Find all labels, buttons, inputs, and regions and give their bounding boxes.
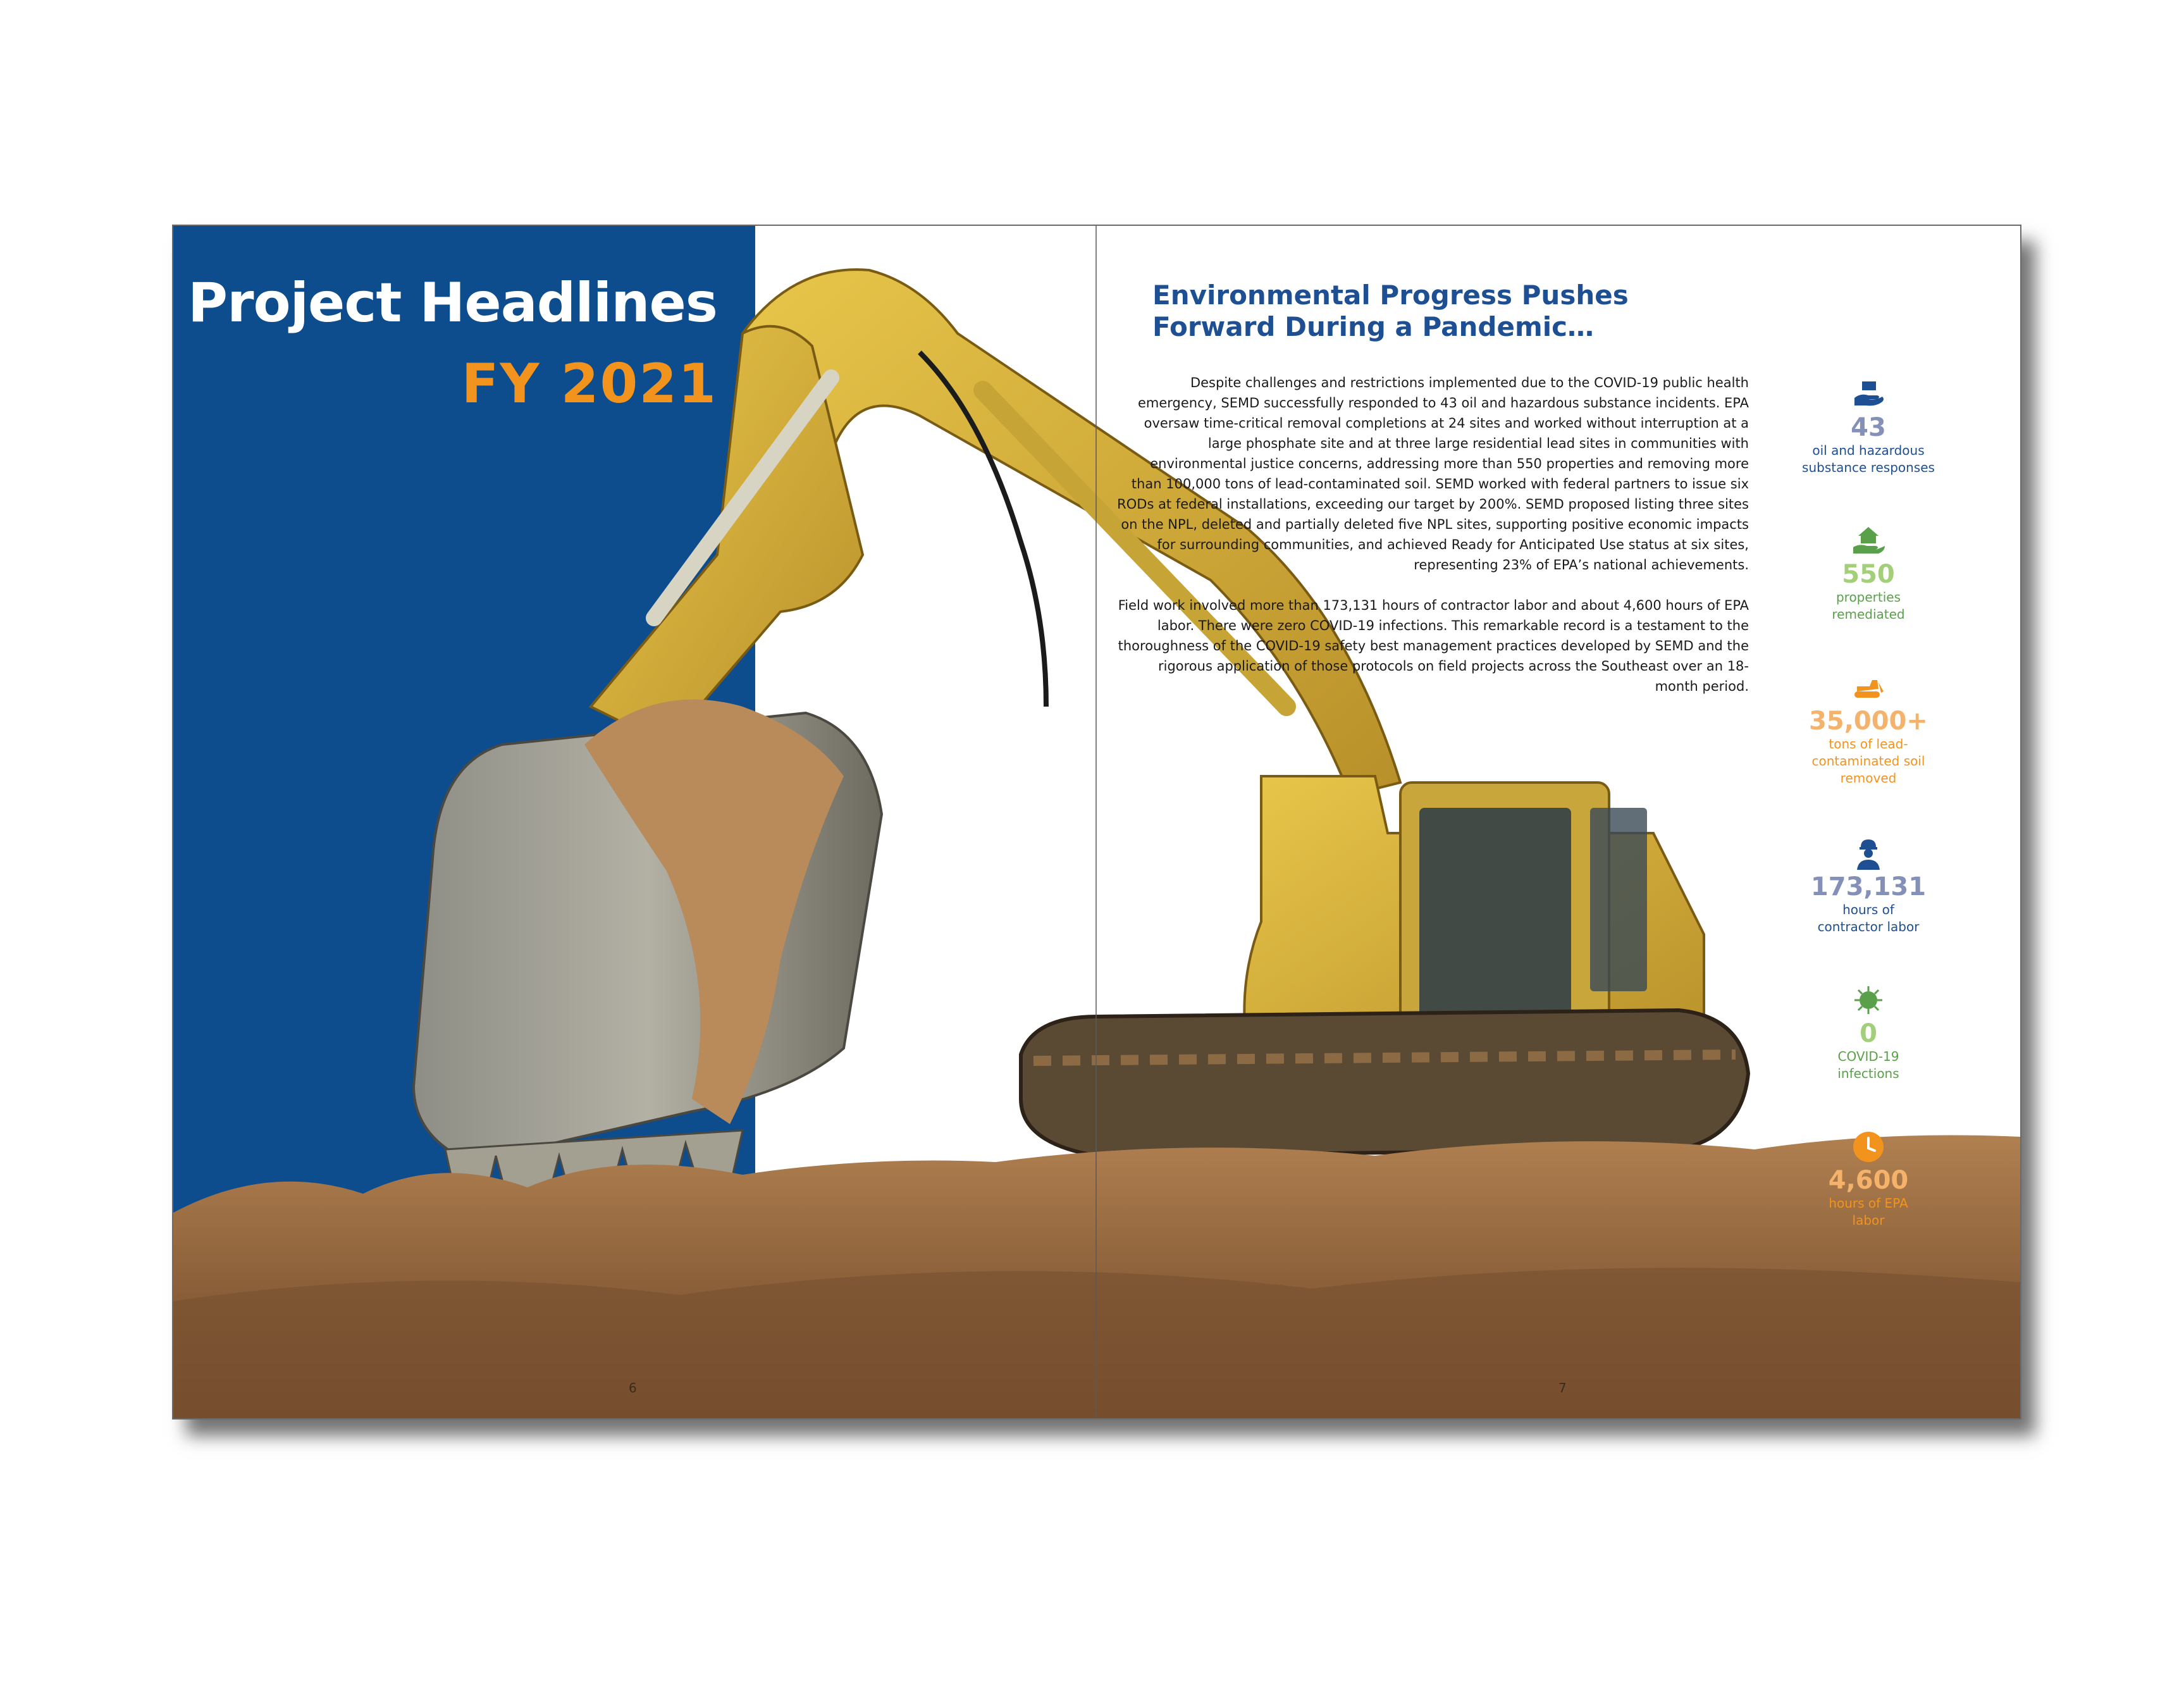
- house-hand-icon: [1851, 523, 1886, 559]
- stat-label-line: COVID-19: [1837, 1049, 1899, 1064]
- page-number-left: 6: [629, 1380, 637, 1395]
- stat-label-line: contractor labor: [1817, 919, 1920, 934]
- stat-value: 43: [1851, 413, 1886, 442]
- paragraph-1: Despite challenges and restrictions implemented due to the COVID-19 public health emergency, SEMD successfully responded to 43 oil and hazardous substance incidents. EPA oversaw time-critical removal completions at 24 sites and worked without interruption at a large phosphate site and at three large residential lead sites in communities with environmental justice concerns, addressing more than 550 properties and removing more than 100,000 tons of lead-contaminated soil. SEMD worked with federal partners to issue six RODs at federal installations, exceeding our target by 200%. SEMD proposed listing three sites on the NPL, deleted and partially deleted five NPL sites, supporting positive economic impacts for surrounding communities, and achieved Ready for Anticipated Use status at six sites, representing 23% of EPA’s national achievements.: [1117, 375, 1749, 572]
- stat-label-line: hours of: [1842, 902, 1894, 917]
- stat-value: 4,600: [1828, 1166, 1909, 1195]
- stat-value: 0: [1860, 1019, 1877, 1048]
- paragraph-2: Field work involved more than 173,131 hours of contractor labor and about 4,600 hours of EPA labor. There were zero COVID-19 infections. This remarkable record is a testament to the thoroughness of the COVID-19 safety best management practices developed by SEMD and the rigorous application of those protocols on field projects across the Southeast over an 18-month period.: [1118, 598, 1749, 694]
- stat-label-line: contaminated soil: [1811, 753, 1925, 769]
- stat-label: [1780, 1048, 1957, 1082]
- article-title-line-2: Forward During a Pandemic…: [1152, 311, 1595, 342]
- stat-label-line: infections: [1837, 1066, 1899, 1081]
- stat-label: [1780, 901, 1957, 936]
- article-body: [1116, 373, 1749, 717]
- stat-label-line: properties: [1835, 590, 1901, 605]
- stat-value: 35,000+: [1809, 707, 1928, 736]
- virus-icon: [1851, 982, 1886, 1018]
- stats-column: [1780, 376, 1957, 1276]
- stat-contractor-hours: [1780, 836, 1957, 982]
- stat-oil-responses: [1780, 376, 1957, 523]
- stat-properties: [1780, 523, 1957, 670]
- stat-value: 550: [1842, 560, 1895, 589]
- page-gutter: [1095, 226, 1097, 1418]
- stat-label: [1780, 736, 1957, 787]
- article-title: [1152, 280, 1722, 343]
- fiscal-year: FY 2021: [461, 352, 717, 416]
- stat-epa-hours: [1780, 1129, 1957, 1276]
- stat-label-line: removed: [1840, 770, 1897, 786]
- page-title: Project Headlines: [188, 271, 717, 335]
- article-title-line-1: Environmental Progress Pushes: [1152, 280, 1629, 311]
- hand-spill-icon: [1851, 376, 1886, 412]
- stat-label-line: tons of lead-: [1829, 736, 1908, 752]
- clock-icon: [1851, 1129, 1886, 1165]
- page-number-right: 7: [1558, 1380, 1567, 1395]
- bulldozer-icon: [1851, 670, 1886, 705]
- stat-label-line: substance responses: [1802, 460, 1935, 475]
- stat-value: 173,131: [1810, 872, 1927, 901]
- stat-label: [1780, 442, 1957, 476]
- stat-label-line: labor: [1852, 1213, 1885, 1228]
- stat-label-line: hours of EPA: [1829, 1196, 1908, 1211]
- brochure-spread: [172, 225, 2021, 1420]
- stat-label-line: remediated: [1832, 607, 1905, 622]
- stat-label: [1780, 1195, 1957, 1229]
- stat-label: [1780, 589, 1957, 623]
- stat-label-line: oil and hazardous: [1812, 443, 1925, 458]
- worker-icon: [1851, 836, 1886, 871]
- stat-covid-infections: [1780, 982, 1957, 1129]
- stat-soil-removed: [1780, 670, 1957, 836]
